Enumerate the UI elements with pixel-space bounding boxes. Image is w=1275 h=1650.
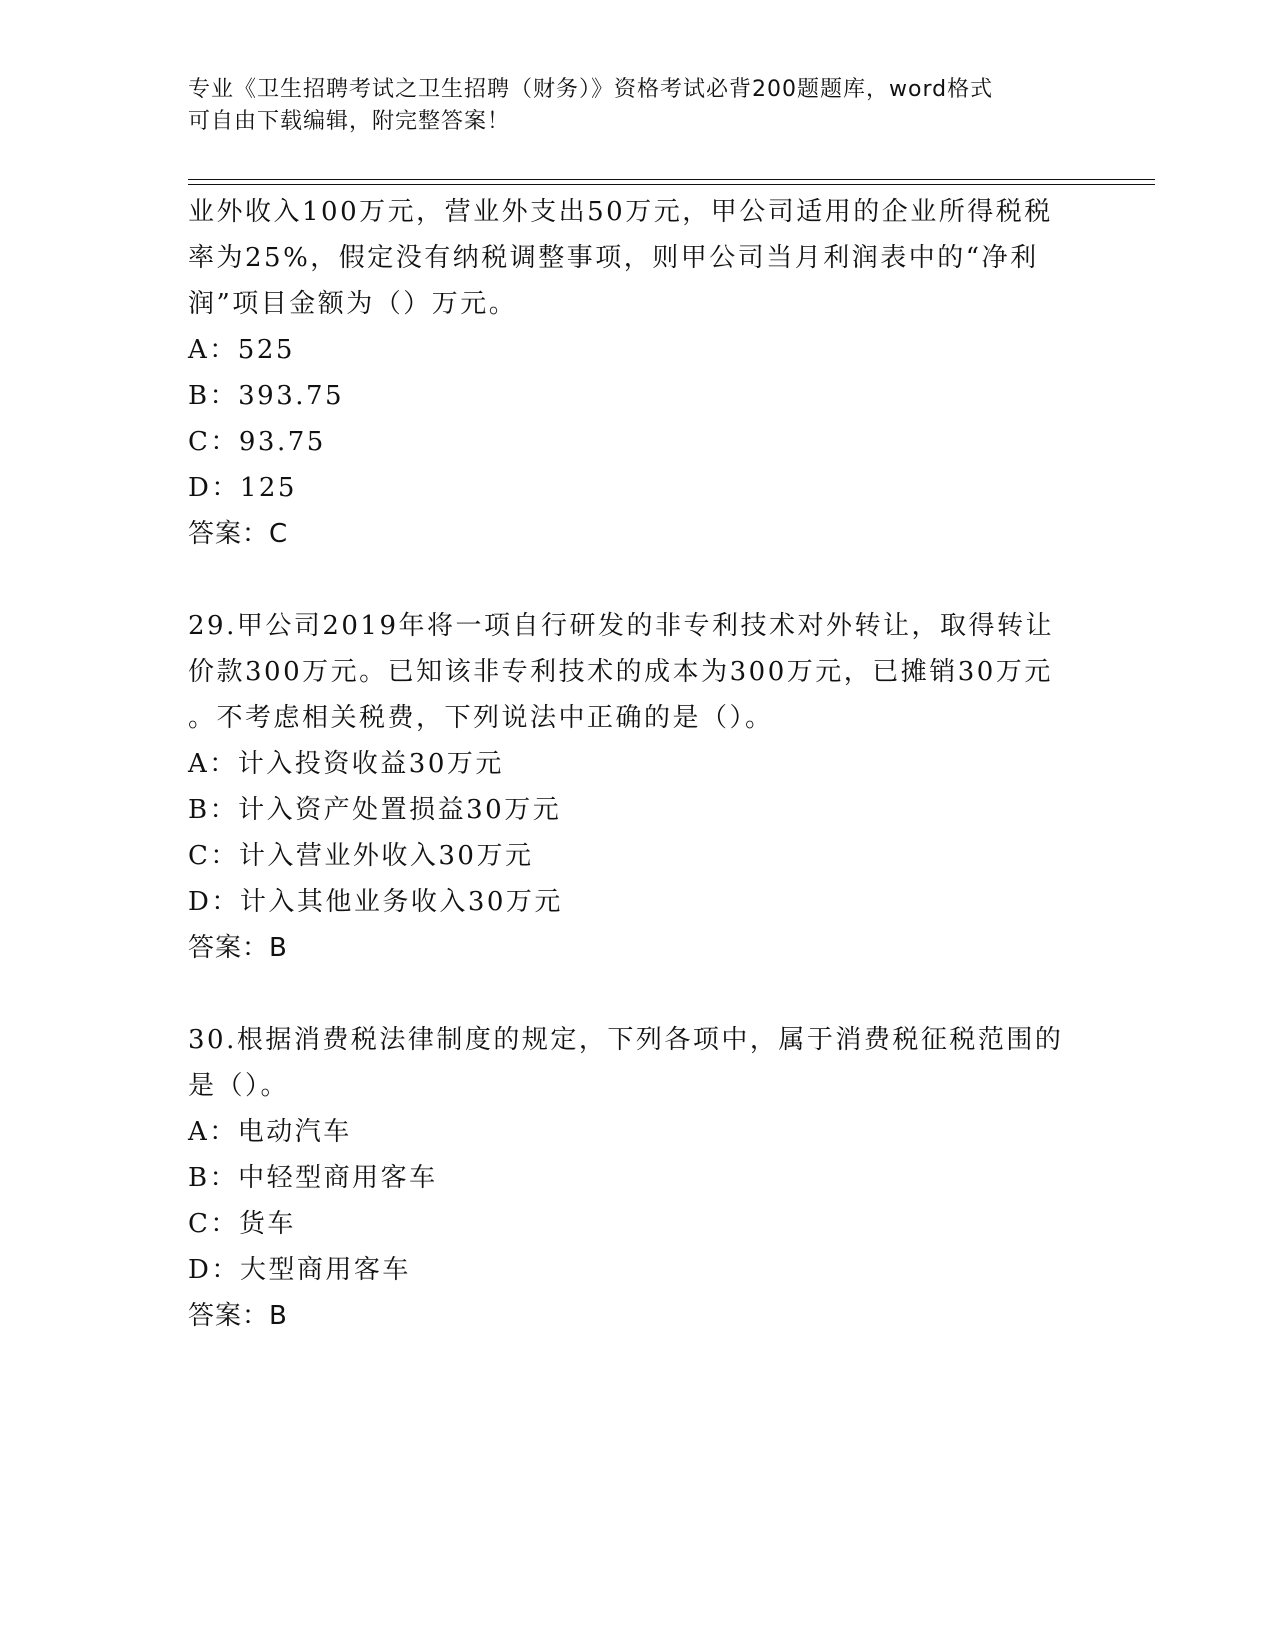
option-d: D：计入其他业务收入30万元 <box>188 887 563 917</box>
option-b: B：计入资产处置损益30万元 <box>188 795 562 825</box>
header-rule-top <box>188 179 1155 180</box>
document-header <box>188 74 1088 138</box>
question-29 <box>188 603 1088 971</box>
option-a: A：电动汽车 <box>188 1117 352 1147</box>
question-spacer <box>188 971 1088 1017</box>
answer-line: 答案：B <box>188 1301 288 1331</box>
option-b: B：中轻型商用客车 <box>188 1163 438 1193</box>
option-d: D：大型商用客车 <box>188 1255 411 1285</box>
question-stem-line: 润”项目金额为（）万元。 <box>188 289 518 319</box>
question-28 <box>188 189 1088 557</box>
question-30 <box>188 1017 1088 1339</box>
option-a: A：525 <box>188 335 295 365</box>
question-stem-line: 29.甲公司2019年将一项自行研发的非专利技术对外转让，取得转让 <box>188 611 1055 641</box>
question-stem-line: 价款300万元。已知该非专利技术的成本为300万元，已摊销30万元 <box>188 657 1053 687</box>
question-stem-line: 是（）。 <box>188 1071 290 1101</box>
question-stem-line: 业外收入100万元，营业外支出50万元，甲公司适用的企业所得税税 <box>188 197 1053 227</box>
option-c: C：计入营业外收入30万元 <box>188 841 534 871</box>
question-list <box>188 189 1088 1339</box>
option-a: A：计入投资收益30万元 <box>188 749 504 779</box>
option-c: C：货车 <box>188 1209 296 1239</box>
header-line-2: 可自由下载编辑，附完整答案！ <box>188 109 511 134</box>
option-d: D：125 <box>188 473 297 503</box>
question-stem-line: 率为25%，假定没有纳税调整事项，则甲公司当月利润表中的“净利 <box>188 243 1039 273</box>
question-stem-line: 。不考虑相关税费，下列说法中正确的是（）。 <box>188 703 774 733</box>
answer-line: 答案：B <box>188 933 288 963</box>
question-spacer <box>188 557 1088 603</box>
header-line-1: 专业《卫生招聘考试之卫生招聘（财务）》资格考试必背200题题库，word格式 <box>188 77 994 102</box>
option-b: B：393.75 <box>188 381 345 411</box>
answer-line: 答案：C <box>188 519 289 549</box>
option-c: C：93.75 <box>188 427 326 457</box>
question-stem-line: 30.根据消费税法律制度的规定，下列各项中，属于消费税征税范围的 <box>188 1025 1064 1055</box>
header-rule-bottom <box>188 184 1155 185</box>
